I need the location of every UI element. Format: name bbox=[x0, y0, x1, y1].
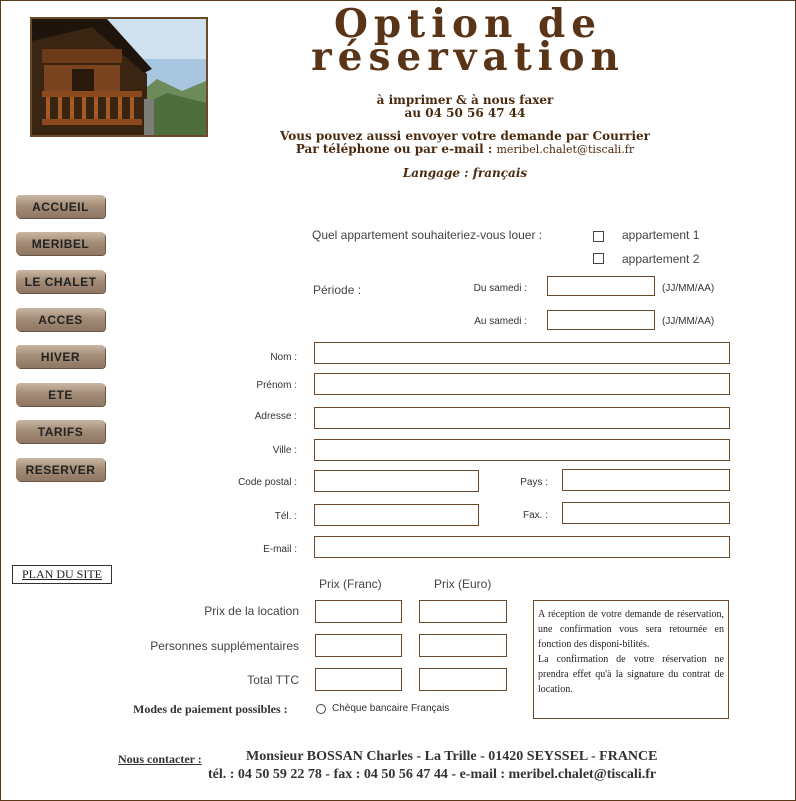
payment-modes-label: Modes de paiement possibles : bbox=[133, 702, 288, 716]
tel-input[interactable] bbox=[314, 504, 479, 526]
from-label: Du samedi : bbox=[473, 283, 527, 294]
total-ttc-label: Total TTC bbox=[247, 673, 299, 687]
postcode-label: Code postal : bbox=[238, 477, 297, 488]
name-input[interactable] bbox=[314, 342, 730, 364]
from-date-format: (JJ/MM/AA) bbox=[662, 283, 715, 294]
period-label: Période : bbox=[313, 283, 362, 297]
print-fax-line1: à imprimer & à nous faxer bbox=[376, 93, 554, 107]
tel-label: Tél. : bbox=[274, 511, 297, 522]
to-label: Au samedi : bbox=[474, 316, 527, 327]
total-ttc-euro-input[interactable] bbox=[419, 668, 507, 691]
contact-line1: Monsieur BOSSAN Charles - La Trille - 01420 SEYSSEL - FRANCE bbox=[246, 749, 658, 764]
name-label: Nom : bbox=[270, 352, 297, 363]
city-input[interactable] bbox=[314, 439, 730, 461]
chalet-photo bbox=[30, 17, 208, 137]
to-date-format: (JJ/MM/AA) bbox=[662, 316, 715, 327]
title-line2: réservation bbox=[311, 34, 625, 80]
postcode-input[interactable] bbox=[314, 470, 479, 492]
send-text bbox=[200, 130, 730, 156]
site-map-link[interactable]: PLAN DU SITE bbox=[12, 565, 112, 584]
print-fax-text bbox=[200, 94, 730, 120]
page-title bbox=[218, 1, 718, 80]
email-label: E-mail : bbox=[263, 544, 297, 555]
to-date-input[interactable] bbox=[547, 310, 655, 330]
contact-line2: tél. : 04 50 59 22 78 - fax : 04 50 56 47 44 - e-mail : meribel.chalet@tiscali.fr bbox=[208, 767, 657, 782]
contact-label: Nous contacter : bbox=[118, 752, 202, 766]
apartment-question: Quel appartement souhaiteriez-vous louer : bbox=[312, 228, 543, 242]
title-line1: Option de bbox=[333, 1, 603, 47]
total-ttc-franc-input[interactable] bbox=[315, 668, 402, 691]
nav-accueil-button[interactable]: ACCUEIL bbox=[16, 195, 105, 218]
extra-persons-franc-input[interactable] bbox=[315, 634, 402, 657]
address-label: Adresse : bbox=[254, 411, 297, 422]
rent-price-franc-input[interactable] bbox=[315, 600, 402, 623]
country-label: Pays : bbox=[520, 477, 548, 488]
nav-meribel-button[interactable]: MERIBEL bbox=[16, 232, 105, 255]
address-input[interactable] bbox=[314, 407, 730, 429]
send-line2 bbox=[200, 143, 730, 156]
send-email: meribel.chalet@tiscali.fr bbox=[496, 143, 635, 156]
nav-reserver-button[interactable]: RESERVER bbox=[16, 458, 105, 481]
apartment-2-label: appartement 2 bbox=[622, 252, 700, 266]
fax-input[interactable] bbox=[562, 502, 730, 524]
price-franc-header: Prix (Franc) bbox=[319, 577, 382, 591]
apartment-2-checkbox[interactable] bbox=[593, 253, 604, 264]
language-label: Langage : français bbox=[402, 166, 528, 180]
from-date-input[interactable] bbox=[547, 276, 655, 296]
send-line1: Vous pouvez aussi envoyer votre demande par Courrier bbox=[280, 129, 650, 143]
apartment-1-label: appartement 1 bbox=[622, 228, 700, 242]
extra-persons-euro-input[interactable] bbox=[419, 634, 507, 657]
extra-persons-label: Personnes supplémentaires bbox=[150, 639, 299, 653]
print-fax-line2: au 04 50 56 47 44 bbox=[404, 106, 526, 120]
note-para1: A réception de votre demande de réservation, une confirmation vous sera retournée en fonction des disponi-bilités. bbox=[538, 609, 724, 650]
nav-hiver-button[interactable]: HIVER bbox=[16, 345, 105, 368]
nav-tarifs-button[interactable]: TARIFS bbox=[16, 420, 105, 443]
confirmation-note bbox=[533, 600, 729, 719]
nav-ete-button[interactable]: ETE bbox=[16, 383, 105, 406]
payment-cheque-label: Chèque bancaire Français bbox=[332, 703, 450, 714]
email-input[interactable] bbox=[314, 536, 730, 558]
city-label: Ville : bbox=[272, 445, 297, 456]
rent-price-label: Prix de la location bbox=[204, 604, 299, 618]
nav-le-chalet-button[interactable]: LE CHALET bbox=[16, 270, 105, 293]
rent-price-euro-input[interactable] bbox=[419, 600, 507, 623]
nav-acces-button[interactable]: ACCES bbox=[16, 308, 105, 331]
payment-cheque-radio[interactable] bbox=[316, 704, 326, 714]
fax-label: Fax. : bbox=[522, 510, 548, 521]
price-euro-header: Prix (Euro) bbox=[434, 577, 492, 591]
apartment-1-checkbox[interactable] bbox=[593, 231, 604, 242]
firstname-input[interactable] bbox=[314, 373, 730, 395]
note-para2: La confirmation de votre réservation ne prendra effet qu'à la signature du contrat de location. bbox=[538, 654, 724, 695]
send-line2-label: Par téléphone ou par e-mail : bbox=[295, 142, 493, 156]
firstname-label: Prénom : bbox=[256, 380, 297, 391]
country-input[interactable] bbox=[562, 469, 730, 491]
